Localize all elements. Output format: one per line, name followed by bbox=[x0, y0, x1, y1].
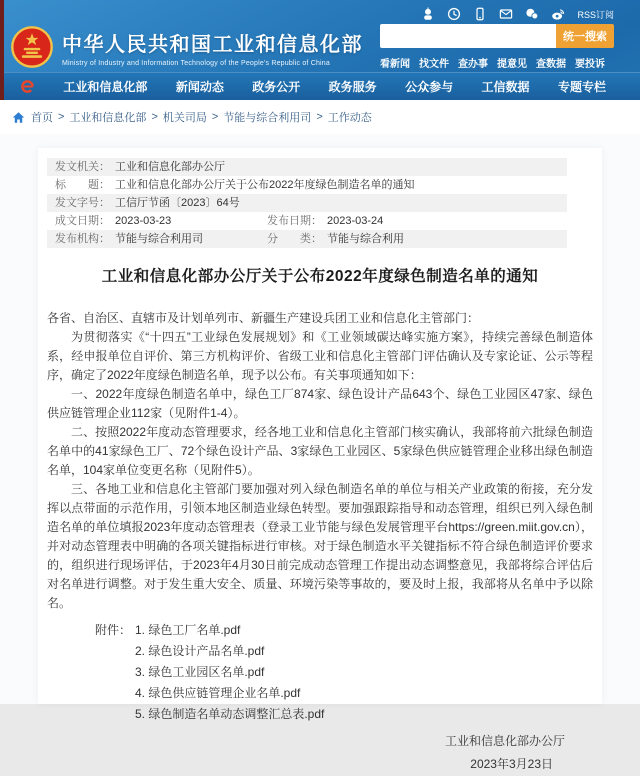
breadcrumb-energy-dept[interactable]: 节能与综合利用司 bbox=[223, 112, 312, 124]
mail-icon[interactable] bbox=[499, 7, 513, 21]
national-emblem-icon bbox=[10, 25, 54, 69]
meta-label: 发布日期： bbox=[267, 215, 322, 227]
search-area bbox=[380, 24, 614, 70]
brand bbox=[10, 24, 363, 70]
nav-item-public-participation[interactable]: 公众参与 bbox=[405, 79, 454, 94]
brand-text bbox=[62, 28, 363, 67]
main-nav bbox=[0, 72, 640, 100]
nav-item-news[interactable]: 新闻动态 bbox=[175, 79, 224, 94]
meta-label: 发文机关： bbox=[55, 161, 110, 173]
quick-link-news[interactable]: 看新闻 bbox=[380, 59, 410, 70]
meta-row-issuing-agency bbox=[47, 158, 567, 176]
meta-value: 工业和信息化部办公厅 bbox=[115, 161, 225, 173]
paragraph: 为贯彻落实《“十四五”工业绿色发展规划》和《工业领域碳达峰实施方案》，持续完善绿色制造体系，经申报单位自评价、第三方机构评价、省级工业和信息化主管部门评估确认及专家论证、公示等程序，确定了2022年度绿色制造名单，现予以公布。有关事项通知如下： bbox=[47, 330, 593, 382]
attachment-link[interactable]: 2. 绿色设计产品名单.pdf bbox=[135, 644, 265, 658]
breadcrumb-separator: > bbox=[58, 111, 65, 123]
content-background bbox=[0, 134, 640, 771]
nav-item-gov-services[interactable]: 政务服务 bbox=[328, 79, 377, 94]
meta-value: 2023-03-23 bbox=[115, 215, 172, 227]
nav-item-gov-openness[interactable]: 政务公开 bbox=[252, 79, 301, 94]
nav-item-special-topics[interactable]: 专题专栏 bbox=[557, 79, 606, 94]
breadcrumb-separator: > bbox=[151, 111, 158, 123]
meta-row-publisher-category bbox=[47, 230, 567, 248]
breadcrumb-separator: > bbox=[316, 111, 323, 123]
document-body bbox=[47, 309, 593, 613]
meta-label: 分 类： bbox=[267, 233, 322, 245]
utility-bar bbox=[0, 0, 640, 22]
quick-link-services[interactable]: 查办事 bbox=[458, 59, 488, 70]
attachment-link[interactable]: 5. 绿色制造名单动态调整汇总表.pdf bbox=[135, 707, 325, 721]
signature-issuer: 工业和信息化部办公厅 bbox=[444, 734, 565, 748]
breadcrumb bbox=[0, 100, 640, 134]
mobile-icon[interactable] bbox=[473, 7, 487, 21]
quick-links bbox=[380, 55, 614, 70]
meta-value: 工信厅节函〔2023〕64号 bbox=[115, 197, 240, 209]
search-input[interactable] bbox=[380, 24, 556, 48]
left-edge-strip bbox=[0, 0, 4, 100]
home-icon[interactable] bbox=[12, 111, 25, 124]
header-main bbox=[0, 22, 640, 70]
meta-row-dates bbox=[47, 212, 567, 230]
breadcrumb-ministry[interactable]: 工业和信息化部 bbox=[69, 112, 147, 124]
meta-value: 工业和信息化部办公厅关于公布2022年度绿色制造名单的通知 bbox=[115, 179, 415, 191]
meta-value: 节能与综合利用 bbox=[327, 233, 404, 245]
wechat-icon[interactable] bbox=[525, 7, 539, 21]
salutation: 各省、自治区、直辖市及计划单列市、新疆生产建设兵团工业和信息化主管部门： bbox=[47, 311, 480, 325]
nav-e-logo-icon bbox=[20, 79, 35, 94]
nav-item-ministry[interactable]: 工业和信息化部 bbox=[63, 79, 148, 94]
attachment-link[interactable]: 1. 绿色工厂名单.pdf bbox=[135, 623, 241, 637]
attachment-link[interactable]: 3. 绿色工业园区名单.pdf bbox=[135, 665, 265, 679]
breadcrumb-departments[interactable]: 机关司局 bbox=[162, 112, 207, 124]
paragraph: 二、按照2022年度动态管理要求，经各地工业和信息化主管部门核实确认，我部将前六批绿色制造名单中的41家绿色工厂、72个绿色设计产品、3家绿色工业园区、5家绿色供应链管理企业移出绿色制造名单，104家单位变更名称（见附件5）。 bbox=[47, 425, 593, 477]
quick-link-suggest[interactable]: 提意见 bbox=[497, 59, 527, 70]
breadcrumb-separator: > bbox=[211, 111, 219, 123]
hotline-icon[interactable] bbox=[447, 7, 461, 21]
mascot-icon[interactable] bbox=[421, 7, 435, 21]
paragraph: 一、2022年度绿色制造名单中，绿色工厂874家、绿色设计产品643个、绿色工业园区47家、绿色供应链管理企业112家（见附件1-4）。 bbox=[47, 387, 593, 420]
meta-row-doc-number bbox=[47, 194, 567, 212]
quick-link-data[interactable]: 查数据 bbox=[536, 59, 566, 70]
site-title-en: Ministry of Industry and Information Technology of the People's Republic of China bbox=[62, 59, 330, 67]
meta-label: 发布机构： bbox=[55, 233, 110, 245]
quick-link-files[interactable]: 找文件 bbox=[419, 59, 449, 70]
document-card bbox=[38, 148, 602, 771]
site-title: 中华人民共和国工业和信息化部 bbox=[62, 33, 363, 56]
weibo-icon[interactable] bbox=[551, 7, 565, 21]
meta-row-title bbox=[47, 176, 567, 194]
search-button[interactable]: 统一搜索 bbox=[556, 24, 614, 48]
site-header bbox=[0, 0, 640, 100]
document-title: 工业和信息化部办公厅关于公布2022年度绿色制造名单的通知 bbox=[101, 268, 539, 285]
rss-link[interactable]: RSS订阅 bbox=[577, 9, 614, 20]
meta-label: 标 题： bbox=[55, 179, 110, 191]
meta-value: 节能与综合利用司 bbox=[115, 233, 203, 245]
document-meta-table bbox=[47, 158, 567, 248]
attachment-link[interactable]: 4. 绿色供应链管理企业名单.pdf bbox=[135, 686, 301, 700]
breadcrumb-work-updates[interactable]: 工作动态 bbox=[327, 112, 372, 124]
meta-label: 成文日期： bbox=[55, 215, 110, 227]
nav-item-miit-data[interactable]: 工信数据 bbox=[481, 79, 530, 94]
paragraph: 三、各地工业和信息化主管部门要加强对列入绿色制造名单的单位与相关产业政策的衔接，充分发挥以点带面的示范作用，引领本地区制造业绿色转型。要加强跟踪指导和动态管理，组织已列入绿色制造名单的单位填报2023年度动态管理表（登录工业节能与绿色发展管理平台https://green.miit.gov.cn），并对动态管理表中明确的各项关键指标进行审核。对于绿色制造水平关键指标不符合绿色制造评价要求的，组织进行现场评估，于2023年4月30日前完成动态管理工作提出动态调整意见，我部将综合评估后对名单进行调整。对于发生重大安全、质量、环境污染等事故的，要及时上报，我部将从名单中予以除名。 bbox=[47, 482, 593, 610]
attachments bbox=[47, 620, 593, 725]
attachments-label: 附件： bbox=[95, 623, 132, 637]
meta-value: 2023-03-24 bbox=[327, 215, 384, 227]
breadcrumb-home[interactable]: 首页 bbox=[31, 112, 53, 124]
meta-label: 发文字号： bbox=[55, 197, 110, 209]
signature-date: 2023年3月23日 bbox=[470, 757, 553, 771]
signature-block bbox=[47, 730, 593, 776]
quick-link-complaint[interactable]: 要投诉 bbox=[575, 59, 605, 70]
